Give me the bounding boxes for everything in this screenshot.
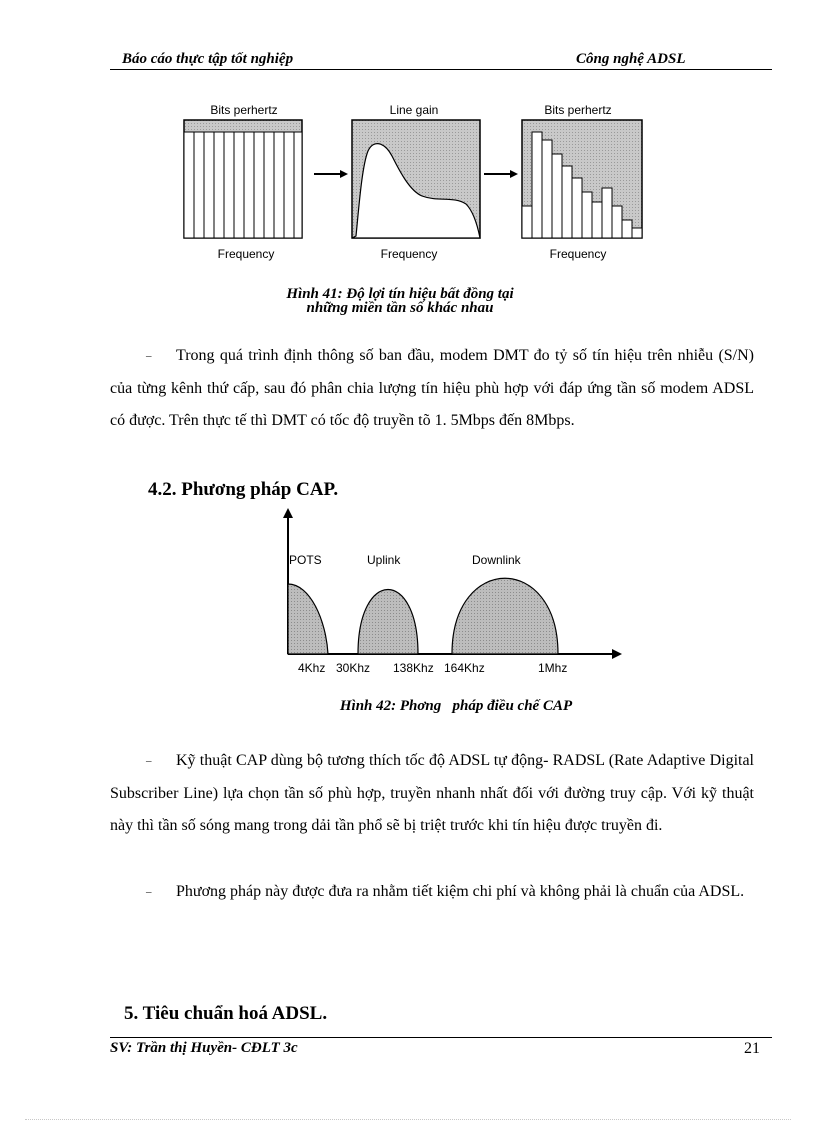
fig42-x-arrowhead <box>612 649 622 659</box>
figure-42 <box>276 508 636 678</box>
fig42-tick-30khz: 30Khz <box>336 661 371 675</box>
fig41-caption-line1: Hình 41: Độ lợi tín hiệu bất đồng tại <box>286 286 514 302</box>
fig41-caption-line2: những miền tần số khác nhau <box>306 300 494 316</box>
section-5-title: 5. Tiêu chuẩn hoá ADSL. <box>124 1003 328 1024</box>
figure-41 <box>176 96 646 268</box>
fig42-y-arrowhead <box>283 508 293 518</box>
fig42-tick-138khz: 138Khz <box>393 661 434 675</box>
paragraph-cap <box>110 745 754 843</box>
fig41-panel2-bottom-label: Frequency <box>380 247 438 261</box>
bullet-dash: – <box>146 755 152 767</box>
bullet-dash: – <box>146 886 152 898</box>
paragraph-cost-text: Phương pháp này được đưa ra nhằm tiết kiệm chi phí và không phải là chuẩn của ADSL. <box>176 883 745 900</box>
fig42-tick-4khz: 4Khz <box>298 661 326 675</box>
paragraph-dmt-text: Trong quá trình định thông số ban đầu, modem DMT đo tỷ số tín hiệu trên nhiễu (S/N) của từng kênh thứ cấp, sau đó phân chia lượng tín hiệu phù hợp với đáp ứng tần số modem ADSL có được. Trên thực tế thì DMT có tốc độ truyền tõ 1. 5Mbps đến 8Mbps. <box>110 347 754 429</box>
page-number: 21 <box>744 1040 760 1057</box>
paragraph-cost <box>110 876 754 909</box>
fig42-caption: Hình 42: Phơng pháp điều chế CAP <box>339 698 573 714</box>
fig42-tick-1mhz: 1Mhz <box>538 661 568 675</box>
bullet-dash: – <box>146 350 152 362</box>
header-right: Công nghệ ADSL <box>576 51 686 67</box>
fig42-label-uplink: Uplink <box>367 553 401 567</box>
footer-left: SV: Trần thị Huyền- CĐLT 3c <box>110 1040 298 1056</box>
fig41-arrowhead-1 <box>340 170 348 178</box>
section-4-2-title: 4.2. Phương pháp CAP. <box>148 479 339 500</box>
header-left: Báo cáo thực tập tốt nghiệp <box>122 51 294 67</box>
paragraph-dmt <box>110 340 754 438</box>
paragraph-cap-text: Kỹ thuật CAP dùng bộ tương thích tốc độ ADSL tự động- RADSL (Rate Adaptive Digital Subscriber Line) lựa chọn tần số phù hợp, truyền nhanh nhất đối với đường truy cập. Với kỹ thuật này thì tần số sóng mang trong dải tần phổ sẽ bị triệt trước khi tín hiệu được truyền đi. <box>110 752 754 834</box>
fig41-panel3-bottom-label: Frequency <box>549 247 607 261</box>
fig42-label-pots: POTS <box>289 553 322 567</box>
fig42-band-uplink <box>358 590 418 655</box>
fig41-panel2-top-label: Line gain <box>389 103 439 117</box>
fig41-panel1-bottom-label: Frequency <box>217 247 275 261</box>
fig41-panel1-top-label: Bits perhertz <box>210 103 278 117</box>
fig42-band-downlink <box>452 578 558 654</box>
page-bottom-dotted-border <box>25 1119 791 1120</box>
footer-rule <box>110 1037 772 1038</box>
fig42-tick-164khz: 164Khz <box>444 661 485 675</box>
fig42-band-pots <box>288 584 328 654</box>
fig41-panel1-bars <box>184 132 302 238</box>
fig42-label-downlink: Downlink <box>472 553 521 567</box>
fig41-panel3-top-label: Bits perhertz <box>544 103 612 117</box>
fig41-arrowhead-2 <box>510 170 518 178</box>
header-rule <box>110 69 772 70</box>
